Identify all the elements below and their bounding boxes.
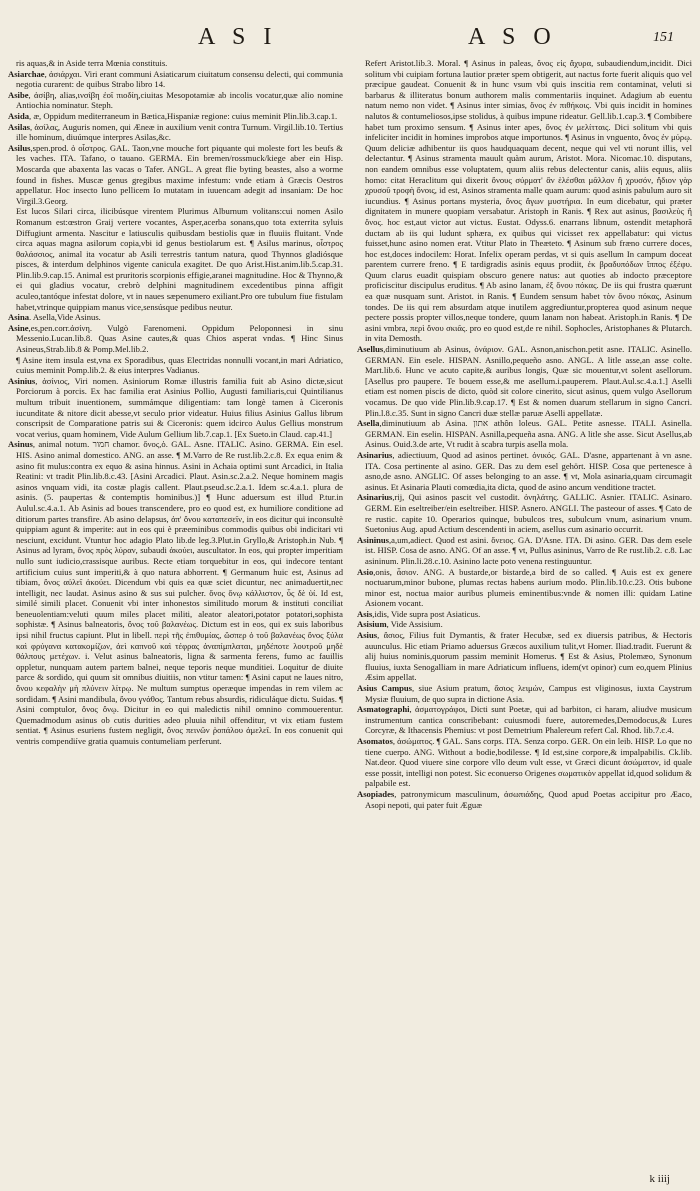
entry-text: ,es,pen.corr.ἀσίνη. Vulgò Farenomeni. Oppidum Peloponnesi in sinu Messenio.Lucan.lib.8. Quas Asine cautes,& quas Chios asperat vndas. ¶ Hinc Sinus Asineus,Strab.lib.8 & Pomp.Mel.lib.2. xyxy=(16,322,343,355)
entry-text: . Asella,Vide Asinus. xyxy=(29,312,101,323)
signature-mark: k iiij xyxy=(649,1173,670,1185)
dictionary-entry xyxy=(357,567,692,609)
entry-text: ,a,um,adiect. Quod est asini. ὄνειος. GA. D'Asne. ITA. Di asino. GER. Das dem esele ist. HISP. Cosa de asno. ANG. Of an asse. ¶ vt, Pullus asininus, Varro de Re rust.lib.2. c.8. Lac asininum. Plin.li.28.c.10. Asinino lacte poto venena restinguuntur. xyxy=(365,534,692,566)
entry-text: , adiectiuum, Quod ad asinos pertinet. ὀνικός. GAL. D'asne, appartenant à vn asne. ITA. Cosa pertinente al asino. GER. Das zu dem esel gehört. HISP. Cosa que pertenesce à asno,de asno. ANGLIC. Of asses belonging to an asse. ¶ vt, Mola asinaria,quam circumagit asinus. Et Asinaria Plauti comœdia,ita dicta, quod de asino ancum venditione tractet. xyxy=(365,449,692,492)
entry-headword: Asilas xyxy=(8,121,30,132)
dictionary-entry xyxy=(357,492,692,534)
running-head-right: A S O xyxy=(468,24,557,50)
entry-text: , ἀσίνιος, Viri nomen. Asiniorum Romæ illustris familia fuit ab Asino dictæ,sicut Porciorum à porcis. Ex hac familia erat Asinius Pollio, Augusti familiaris,cui Quintilianus multum tribuit inuentionem, summámque diligentiam: tam longè tamen à Ciceronis iucunditate & nitore dicit abesse,vt seculo prior videatur. Huius filius Asinius Gallus librum conscripsit de Comparatione patris sui & Ciceronis: quem idcirco Aulus Gellius monstrum vocat verius, quam hominem, Vide Aulum Gellium lib.7.cap.1. [Ex Sueto.in Claud. cap.41.] xyxy=(16,375,343,439)
entry-headword: Asellus xyxy=(357,344,384,355)
dictionary-entry xyxy=(8,206,343,312)
right-column xyxy=(357,58,692,1167)
entry-headword: Asomatos xyxy=(357,736,393,746)
entry-headword: Asine xyxy=(8,322,29,333)
entry-text: ,rij, Qui asinos pascit vel custodit. ὀνηλάτης. GALLIC. Asnier. ITALIC. Asinaro. GERM. Ein eseltreiber/ein eseltreiber. HISP. Asnero. ANGLI. The pasteour of asses. ¶ Cato de re rustic. capite 10. Operarios quinque, bubulcos tres, subulcum vnum, asinarium vnum. Suetonius Aug. apud Actium descendenti in aciem, asellus cum asinario occurrit. xyxy=(365,492,692,535)
entry-text: , Vide Assisium. xyxy=(386,619,443,630)
entry-text: ¶ Asine item insula est,vna ex Sporadibus, quas Electridas nonnulli vocant,in mari Adriatico, cuius meminit Pomp.lib.2. & eius interpres Vadianus. xyxy=(16,354,343,376)
dictionary-entry xyxy=(8,58,343,69)
entry-headword: Asibe xyxy=(8,89,29,100)
dictionary-entry xyxy=(8,111,343,122)
dictionary-entry xyxy=(357,630,692,683)
entry-text: , æ, Oppidum mediterraneum in Bætica,Hispaniæ regione: cuius meminit Plin.lib.3.cap.1. xyxy=(29,110,338,121)
dictionary-entry xyxy=(357,344,692,418)
entry-headword: Asilus xyxy=(8,142,31,153)
left-column xyxy=(8,58,343,1167)
entry-text: ,idis, Vide supra post Asiaticus. xyxy=(372,608,481,619)
dictionary-entry xyxy=(8,143,343,207)
entry-text: ,spen.prod. ὁ οἶστρος. GAL. Taon,vne mouche fort piquante qui moleste fort les beufs & les vaches. ITA. Tafano, o tauano. GERMA. Ein bremen/rossmuck/kiege aber ein Hisp. Moscarda que abaxenta las vacas o Tafer. ANGL. A great flie byting beastes, also a worme found in fishes. Muscæ genus gregibus maxime infestum: vnde etiam à Græcis Oestros appellatur. Hoc insecto Iuno pellicem Io mutatam in iuuencam adegit ad insaniam: De hoc Virgil.3.Georg. xyxy=(16,142,343,206)
entry-headword: Asinarius xyxy=(357,492,393,503)
entry-headword: Asius xyxy=(357,630,378,641)
entry-headword: Asius Campus xyxy=(357,683,412,694)
entry-headword: Asida xyxy=(8,110,30,121)
entry-headword: Asinus xyxy=(8,439,33,450)
entry-text: Est lucos Silari circa, ilicibúsque virentem Plurimus Alburnum volitans:cui nomen Asilo Romanum est:œstron Graij vertere vocantes, Asper,acerba sonans,quo tota exterrita syluis Diffugiunt armenta. Nascitur e latiusculis quibusdam bestiolis quæ in fluuiis fluitant. Vnde circa aquas magna asilorum copia,vbi id genus bestiolarum est. ¶ Asilus marinus, οἶστρος θαλάσσιος, animal ita vocatur ab Asili terrestris tantum natura, quod Thynnos gladiósque pisces, & interdum delphinos vigente canicula exagitet. De quo Arist.Hist.anim.lib.5.cap.31. Plin.lib.9.cap.15. Animal est pruritoris scorpionis effigie,aranei magnitudine. Hoc & Thynno,& ei qui gladius vocatur, crebrò delphini magnitudinem excedentibus pinna affigit aculeo,tantóque infestat dolore, vt in naues sæpenumero exiliant.Pro ore tubulum fiue fistulam habet,vtrinque quippiam manus vice,sensúsque pedibus neutur. xyxy=(16,206,343,312)
dictionary-entry xyxy=(8,69,343,90)
dictionary-entry xyxy=(357,683,692,704)
entry-text: , ἄσιος, Filius fuit Dymantis, & frater Hecubæ, sed ex diuersis patribus, & Hectoris auunculus. Hic etiam Priamo aduersus Græcos auxilium tulit,vt Homer. Iliad.tradit. Fuerunt & alij huius nominis,quorum passim meminit Homerus. ¶ Est & Asius, Ptolemæo, Synonum fluuius, iuxta Senogalliam in mare Adriaticum influens, idem(vt opinor) cum eo,quem Plinius Æsim appellat. xyxy=(365,630,692,683)
entry-headword: Asinarius xyxy=(357,449,393,460)
entry-text: ris aquas,& in Aside terra Mœnia constituis. xyxy=(16,58,168,68)
entry-text: Refert Aristot.lib.3. Moral. ¶ Asinus in paleas, ὄνος εἰς ἄχυρα, subaudiendum,incidit. Dici solitum vbi cuipiam fortuna lautior præter spem obtigerit, aut nactus forte fuerit aliquis quo vel præcipue gaudeat. Conuenit & in hunc vsum vbi quis inscitia rem contaminat, veluti si barbarus & illiteratus bonum authorem malis commentariis inquinet. Adagium ab euentu natum nemo non videt. ¶ Asinus inter simias, ὄνος ἐν πιθήκοις. Vbi quis incidit in homines nalutos & contumeliosos,ipse stolidus, à quibus impune rideatur. Gell.lib.1.cap.3. ¶ Combibere habet tum proximo sensum. ¶ Asinus inter apes, ὄνος ἐν μελίτταις. Dici solitum vbi quis infeliciter incidit in homines improbos atque importunos. ¶ Asinus in vnguento, ὄνος ἐν μύρῳ. Quum deliciæ adhibentur iis quos haudquaquam decent, neque qui vel vti norunt illis, vel delectantur. ¶ Asinus stramenta mauult quàm aurum, Aristot. Mora. Nicomac.10. disputans, non eandem omnibus esse voluptatem, quum aliis rebus delectentur canis, aliis equus, aliis homo: citat Heraclitum qui dixerit ὄνους σύρματ' ἂν ἑλέσθαι μᾶλλον ἢ χρυσόν, ἥδιον γὰρ χρυσοῦ τροφὴ ὄνοις, id est, Asinos stramenta malle quam aurum: quod asinis pabulum auro sit iucundius. ¶ Asinus portans mysteria, ὄνος ἄγων μυστήρια. In eum dicebatur, qui præter dignitatem in munere quopiam versabatur. Aristoph in Ranis. ¶ Rex aut asinus, βασιλεὺς ἢ ὄνος. hoc est,aut victor aut victus. Eustat. Odyss.6. enarrans libnum, ostendit metaphorā ductam ab iis qui ludunt sphæra, ex quibus qui vicisset rex appellabatur: qui victus fuisset,hunc asino nomen erat. Vtitur Plato in Theæteto. ¶ Asinum sub fræno currere doces, hoc est,doces indocilem: Horat. Infelix operam perdas, vt si quis asellum In campum doceat parentem currere freno. ¶ E tardigradis asinis equus prodiit, ἐκ βραδυπόδων ἵππος ἐξέφυ. Quum clarus euadit quispiam obscuro genere natus: aut quoties ab indocto præceptore proficiscitur discipulus eruditus. ¶ Ab asino lanam, ἐξ ὄνου πόκας. De iis qui frustra quærunt ea quæ nusquam sunt. Aristot. in Ranis. ¶ Eundem sensum habet τὸν ὄνου πόκας, Asinum tondes. De iis qui rem absurdam atque inutilem aggrediuntur,propterea quod asinum neque pectere possis propter villos,neque tondere, quum lanam non habeat. Aristoph.in Ranis. ¶ De asini vmbra, περὶ ὄνου σκιᾶς. pro eo quod est,de re nihil. Sophocles, Aristophanes & Plutarch. in vita Demosth. xyxy=(365,58,692,344)
dictionary-entry xyxy=(8,122,343,143)
dictionary-entry xyxy=(8,312,343,323)
entry-headword: Asio xyxy=(357,566,374,577)
dictionary-entry xyxy=(357,450,692,492)
text-columns xyxy=(8,58,692,1167)
entry-text: ,diminutiuum ab Asinus, ὀνάριον. GAL. Asnon,anischon.petit asne. ITALIC. Asinello. GERMAN. Ein esele. HISPAN. Asnillo,pequeño asno. ANGL. A litle asse,an asse colte. Mart.lib.6. Hunc ve acuto capite,& auribus longis, Quæ sic mouentur,vt solent asellorum. [Asellus pro paupere. Te bouem esse,& me asellum.i.pauperem. Plaut.Aul.sc.4.a.1.] Aselli etiam est nomen piscis de dicto, quòd sit colore cinerito, sicut asinus, quem vulgo Asellorum vocamus. De quo vide Plin.lib.9.cap.17. ¶ Est & nomen duarum stellarum in signo Cancri. Plin.l.8.c.35. Sunt in signo Cancri duæ stellæ paruæ Aselli appellatæ. xyxy=(365,344,692,418)
dictionary-entry xyxy=(8,90,343,111)
dictionary-entry xyxy=(357,789,692,810)
dictionary-entry xyxy=(8,323,343,355)
entry-text: , ἀσματογράφοι, Dicti sunt Poetæ, qui ad barbiton, ci haram, aliudve musicum instrumentum cantica conscribebant: cuiusmodi fuere, autoremedes,Demodocus,& Lures Corcyræ, & Ithacensis Phemius: vt post Demetrium Phalereum refert Cal. Rhod. lib.7.c.4. xyxy=(365,704,692,736)
dictionary-entry xyxy=(8,439,343,746)
page-header xyxy=(8,0,692,56)
dictionary-entry xyxy=(357,609,692,620)
entry-text: , siue Asium pratum, ἄσιος λειμών, Campus est vliginosus, iuxta Caystrum Mysiæ fluuium, de quo supra in dictione Asia. xyxy=(365,683,692,704)
dictionary-entry xyxy=(357,418,692,450)
dictionary-entry xyxy=(357,619,692,630)
entry-headword: Asina xyxy=(8,312,30,323)
running-head-left: A S I xyxy=(198,24,278,50)
entry-text: , ἀσιάρχαι. Viri erant communi Asiaticarum ciuitatum consensu delecti, qui communia negotia curarent: de quibus Strabo libro 14. xyxy=(16,68,343,90)
dictionary-entry xyxy=(357,535,692,567)
entry-headword: Asininus xyxy=(357,534,390,545)
entry-headword: Asinius xyxy=(8,375,36,386)
dictionary-entry xyxy=(357,58,692,344)
entry-text: , ἀσίλας, Auguris nomen, qui Æneæ in auxilium venit contra Turnum. Virgil.lib.10. Tertius ille hominum, diuúmque interpres Asilas,&c. xyxy=(16,121,343,143)
entry-text: ,diminutiuum ab Asina. אתון athôn loleus. GAL. Petite asnesse. ITALI. Asinella. GERMAN. Ein eselin. HISPAN. Asnilla,pequeña asna. ANG. A litle she asse. Sicut Asellus,ab Asinus. Ouid.3.de arte, Vt rudit à scabra turpis asella mola. xyxy=(365,418,692,450)
entry-headword: Asopiades xyxy=(357,788,395,799)
entry-headword: Asella xyxy=(357,418,380,429)
entry-headword: Asisium xyxy=(357,619,387,630)
page-number: 151 xyxy=(653,30,674,45)
entry-headword: Asmatographi xyxy=(357,704,410,715)
dictionary-entry xyxy=(357,736,692,789)
dictionary-entry xyxy=(357,704,692,736)
entry-text: , ἀσώματος. ¶ GAL. Sans corps. ITA. Senza corpo. GER. On ein leib. HISP. Lo que no tiene cuerpo. ANG. Without a bodie,bodilesse. ¶ Id est,sine corpore,& impalpabilis. Ck.lib. Nat.deor. Quod viuere sine corpore vllo deum vult esse, vt Græci dicunt ἀσώματον, id quale esse possit, intelligi non potest. Sic econuerso Origenes σωματικὸν appellat id,quod solidum & palpabile est. xyxy=(365,736,692,789)
entry-text: , animal notum. חמור chamor. ὄνος,ὁ. GAL. Asne. ITALIC. Asino. GERMA. Ein esel. HIS. Asino animal domestico. ANG. an asse. ¶ M.Varro de Re rust.lib.2.c.8. Ex equa enim & asino fit mulus:contra ex equo & asina hinnus. Asini in Achaia optimi sunt Arcadici, in Italia Reatini: vt tradit Plin.lib.8.c.43. [Asini Arcadici. Plaut. Asin.sc.2.a.2. Neque hominem magis asinos vnquam vidi, ita costæ plagis callent. Plaut.pseud.sc.2.a.1. Idem sc.4.a.1. plura de asinis. (5. paupertas & contemptis hominibus.)] ¶ Hunc aduersum est illud P.tur.in Aulul.sc.4.a.1. Ab Asinis ad boues transcendere, pro eo quod est, ex humiliore conditione ad ditiorum partes transfire. Ab asino delapsus, ἀπ' ὄνου καταπεσεῖν, in eos dicitur qui inconsultè quippiam agunt & imperite: aut in eos qui è præeminibus commodis quibus obi indicitari vti nesciunt, excidunt. Vtuntur hoc adagio Plato lib.de leg.3.Plut.in Gryllo,& Aristoph.in Nub. ¶ Asinus ad lyram, ὄνος πρὸς λύραν, subaudi ἀκούει, auscultator. In eos, qui propter imperitiam nullo sunt iudicio,crassisque auribus. Recte etiam torquebitur in eos, qui indecore tentant artificium cuius sunt imperiti,& à quo natura abhorrent. ¶ Germanum huic est, Asinus ad tibiam, ὄνος αὐλεῖ ἀκούει. Dicendum vbi quis ea quæ sciet dicuntur, nec animaduertit,nec intelligit, nec laudat. Asinus asino & sus sui pulcher. ὄνος ὄνῳ κάλλιστον, ὗς δὲ ὑί. Id est, similé simili placet. Conuenit vbi inter inhonestos similitudo morum & instituti conciliat beneuolentiam:veluti quum miles placet militi, aleator aleatori,potator potatori,sophista sophistæ. ¶ Asinus balneatoris, ὄνος τοῦ βαλανέως. Dictum est in eos, qui ex suis laboribus ipsi nihil fructus capiunt. Plut in libell. περὶ τῆς ἐπιθυμίας, ὥσπερ ὁ τοῦ βαλανέως ὄνος ξύλα καὶ φρύγανα κατακομίζων, ἀεὶ καπνοῦ καὶ τέφρας ἀναπίμπλαται, μηδέποτε λουτροῦ μηδὲ θάλπους μετέχων. i. Velut asinus balneatoris, ligna & sarmenta ferens, fumo ac fauillis oppletur, nunquam autem partem balnei, neque teporis neque munditiei. Loquitur de diuite parce & sordido, qui quum sit omnibus diuitiis, non vtitur tamen: ¶ Asini caput ne laues nitro, ὄνου κεφαλὴν μὴ πλύνειν λίτρῳ. Ne multum sumptus operæque impendas in rem vilem ac sordidam. ¶ Asini mandibula, ὄνου γνάθος. Tantum rebus absurdis, ridiculáque dictu. Suidas. ¶ Asini comptulor, ὄνος ὄνῳ. Dicitur in eo qui maledictis nihil omnino commouerentur. Quemadmodum asinus ob cutis durities adeo pluuia nihil offenditur, vt vix etiam fustem sentiat. ¶ Asinus esuriens fustem negligit, ὄνος πεινῶν ῥοπάλου ἀμελεῖ. In eos conuenit qui ventris compendiíve gratia quamuis contumeliam perferunt. xyxy=(16,439,343,746)
dictionary-entry xyxy=(8,376,343,440)
entry-text: ,onis, ἆσιον. ANG. A bustarde,or bistarde,a bird de so called. ¶ Auis est ex genere noctuarum,minor bubone, plumas rectas habens aurium modo. Plin.lib.10.c.23. Otis bubone minor est, noctua maior auribus plumeis eminentibus:vnde & nomen illi: quidam Latine Asionem vocant. xyxy=(365,566,692,609)
entry-text: , ἀσίβη, alias,ινσίβη ἐοῖ πιοδίη,ciuitas Mesopotamiæ ab incolis vocatur,quæ alio nomine Antiochia nominatur. Steph. xyxy=(16,89,343,111)
entry-headword: Asiarchae xyxy=(8,68,45,79)
entry-text: , patronymicum masculinum, ἀσωπιάδης, Quod apud Poetas accipitur pro Æaco, Asopi nepoti, qui pater fuit Æguæ xyxy=(365,788,692,810)
dictionary-entry xyxy=(8,355,343,376)
entry-headword: Asis xyxy=(357,608,373,619)
